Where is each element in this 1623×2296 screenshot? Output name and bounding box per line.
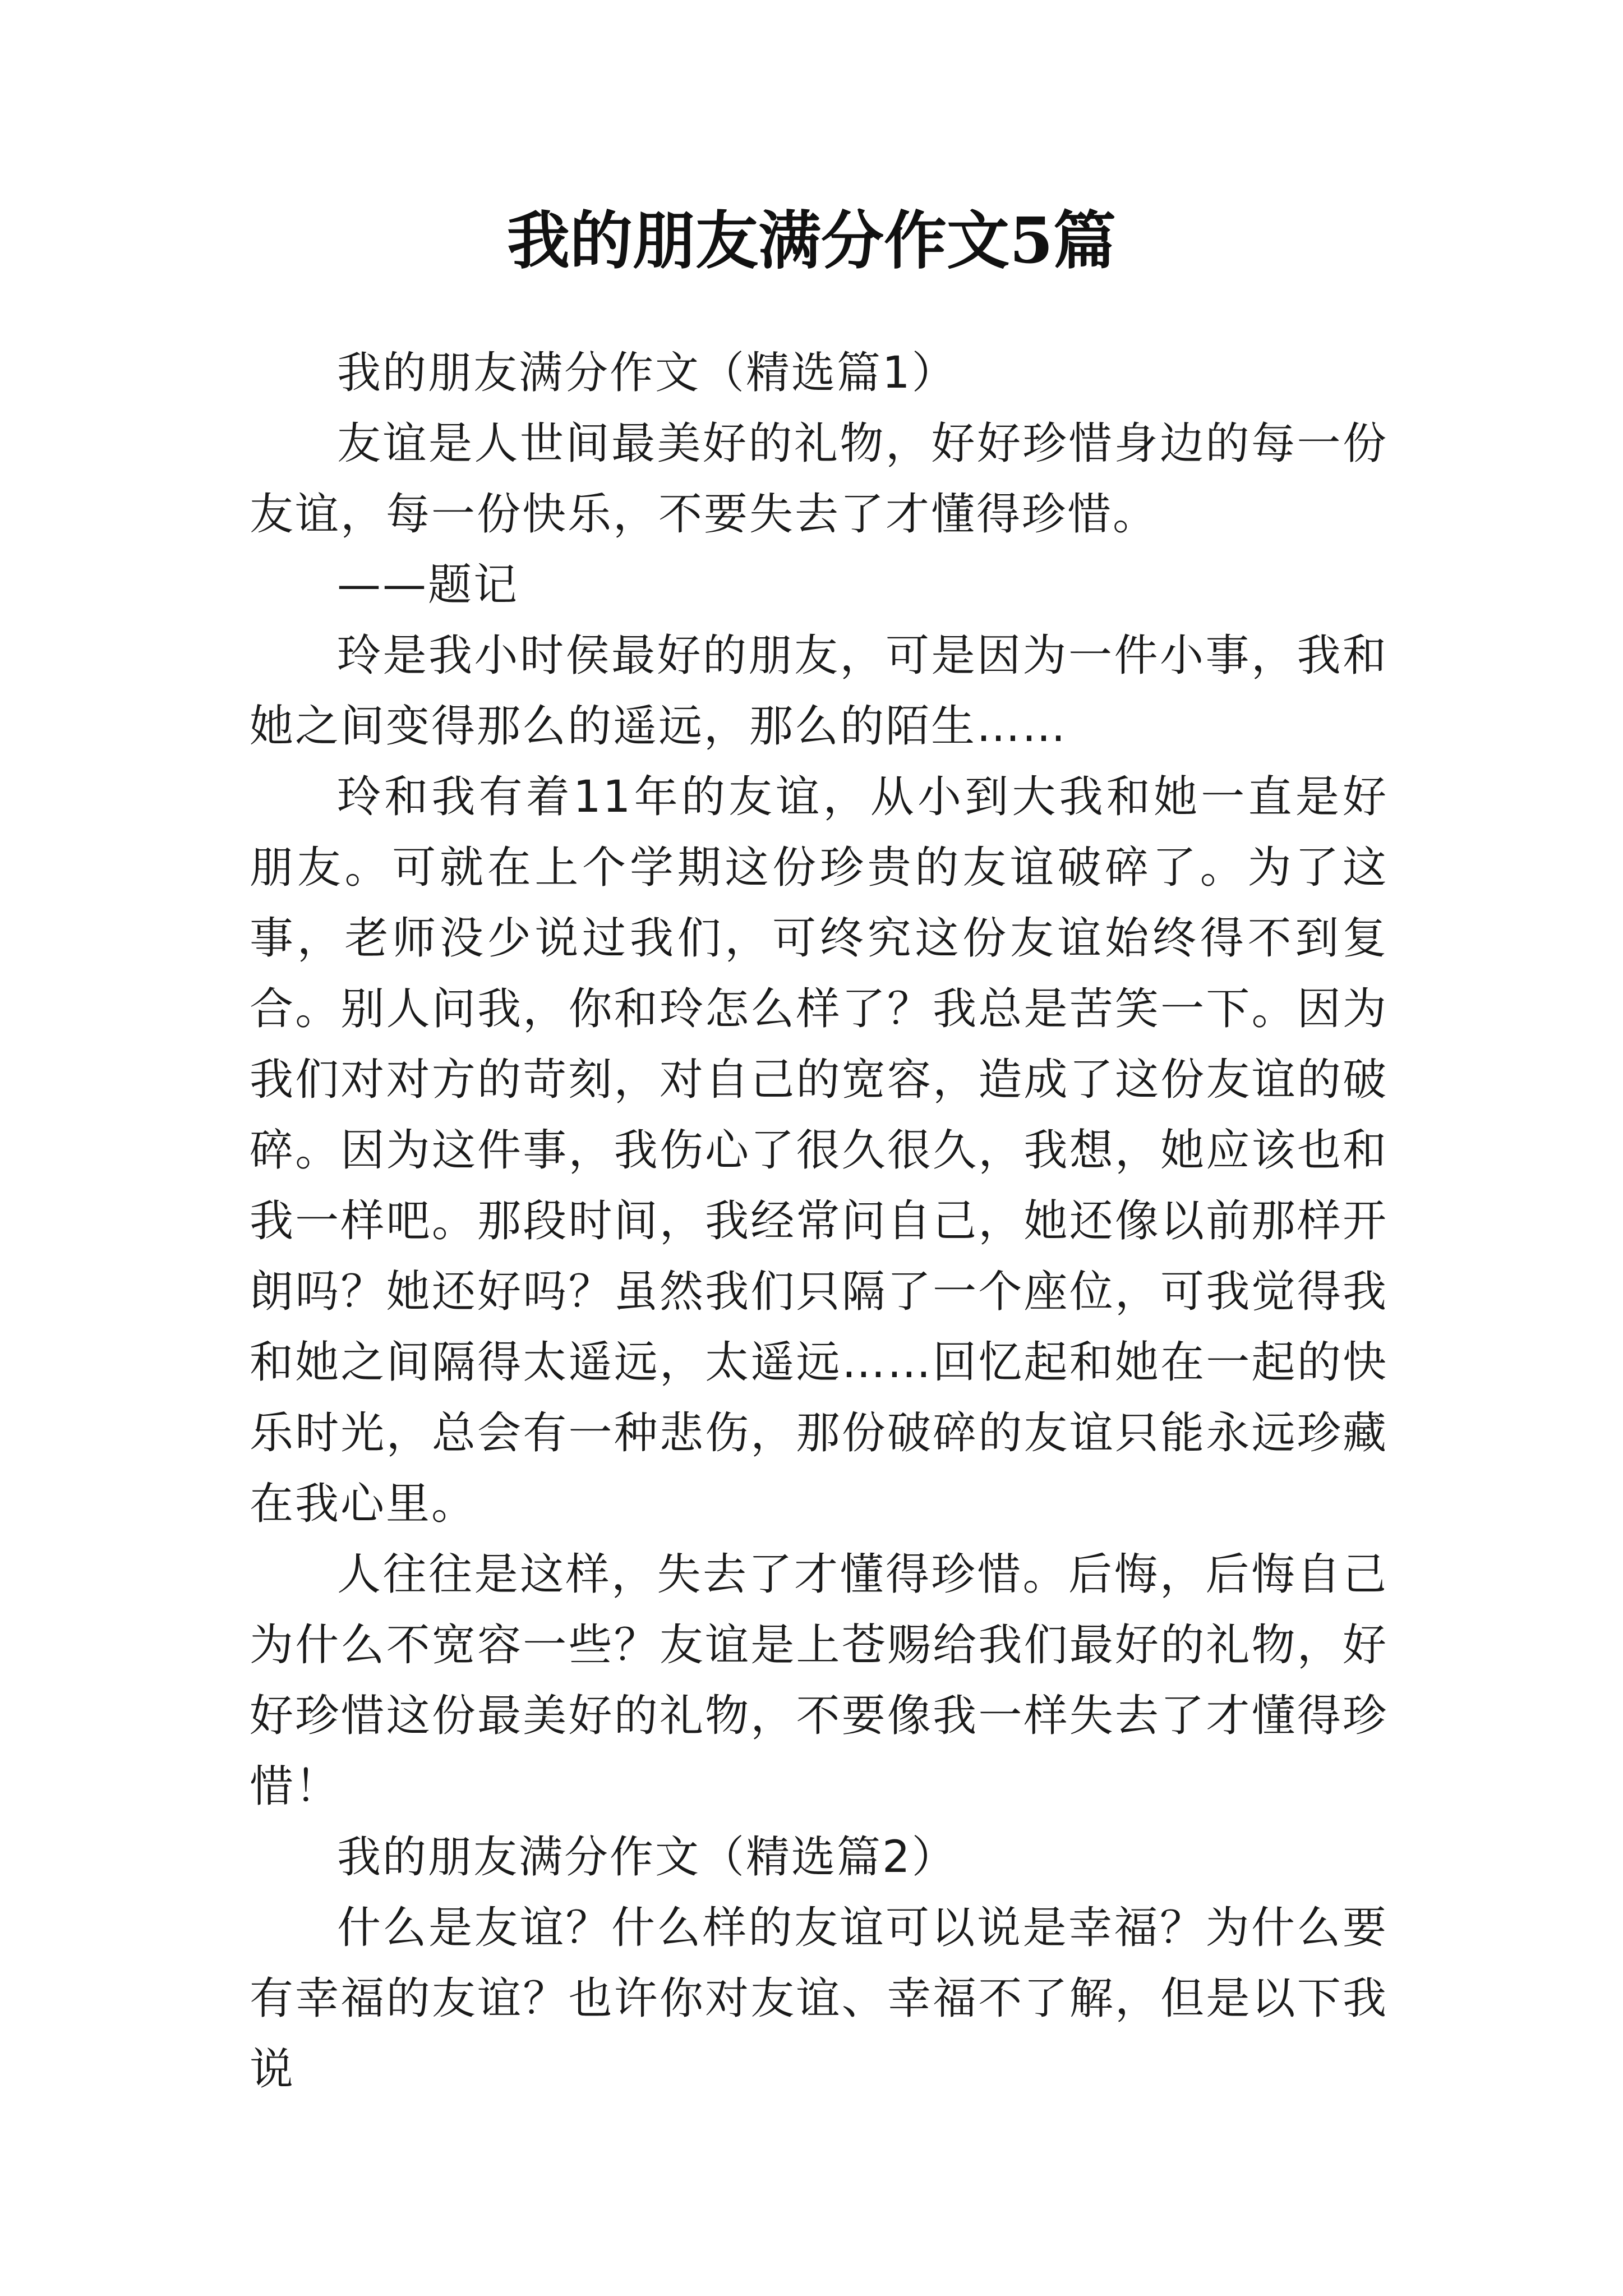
- section-heading-2: 我的朋友满分作文（精选篇2）: [337, 1832, 957, 1883]
- paragraph-epigraph: ——题记: [337, 560, 519, 610]
- paragraph: 玲和我有着11年的友谊，从小到大我和她一直是好朋友。可就在上个学期这份珍贵的友谊破碎了。为了这事，老师没少说过我们，可终究这份友谊始终得不到复合。别人问我，你和玲怎么样了？我总是苦笑一下。因为我们对对方的苛刻，对自己的宽容，造成了这份友谊的破碎。因为这件事，我伤心了很久很久，我想，她应该也和我一样吧。那段时间，我经常问自己，她还像以前那样开朗吗？她还好吗？虽然我们只隔了一个座位，可我觉得我和她之间隔得太遥远，太遥远……回忆起和她在一起的快乐时光，总会有一种悲伤，那份破碎的友谊只能永远珍藏在我心里。: [250, 772, 1388, 1529]
- paragraph: 玲是我小时侯最好的朋友，可是因为一件小事，我和她之间变得那么的遥远，那么的陌生……: [250, 631, 1388, 752]
- paragraph: 什么是友谊？什么样的友谊可以说是幸福？为什么要有幸福的友谊？也许你对友谊、幸福不了解，但是以下我说: [250, 1903, 1388, 2095]
- document-title: 我的朋友满分作文5篇: [507, 204, 1116, 278]
- section-heading-1: 我的朋友满分作文（精选篇1）: [337, 348, 957, 398]
- paragraph: 友谊是人世间最美好的礼物，好好珍惜身边的每一份友谊，每一份快乐，不要失去了才懂得珍惜。: [250, 418, 1388, 540]
- document-body: [250, 338, 1388, 2105]
- paragraph: 人往往是这样，失去了才懂得珍惜。后悔，后悔自己为什么不宽容一些？友谊是上苍赐给我们最好的礼物，好好珍惜这份最美好的礼物，不要像我一样失去了才懂得珍惜！: [250, 1549, 1388, 1812]
